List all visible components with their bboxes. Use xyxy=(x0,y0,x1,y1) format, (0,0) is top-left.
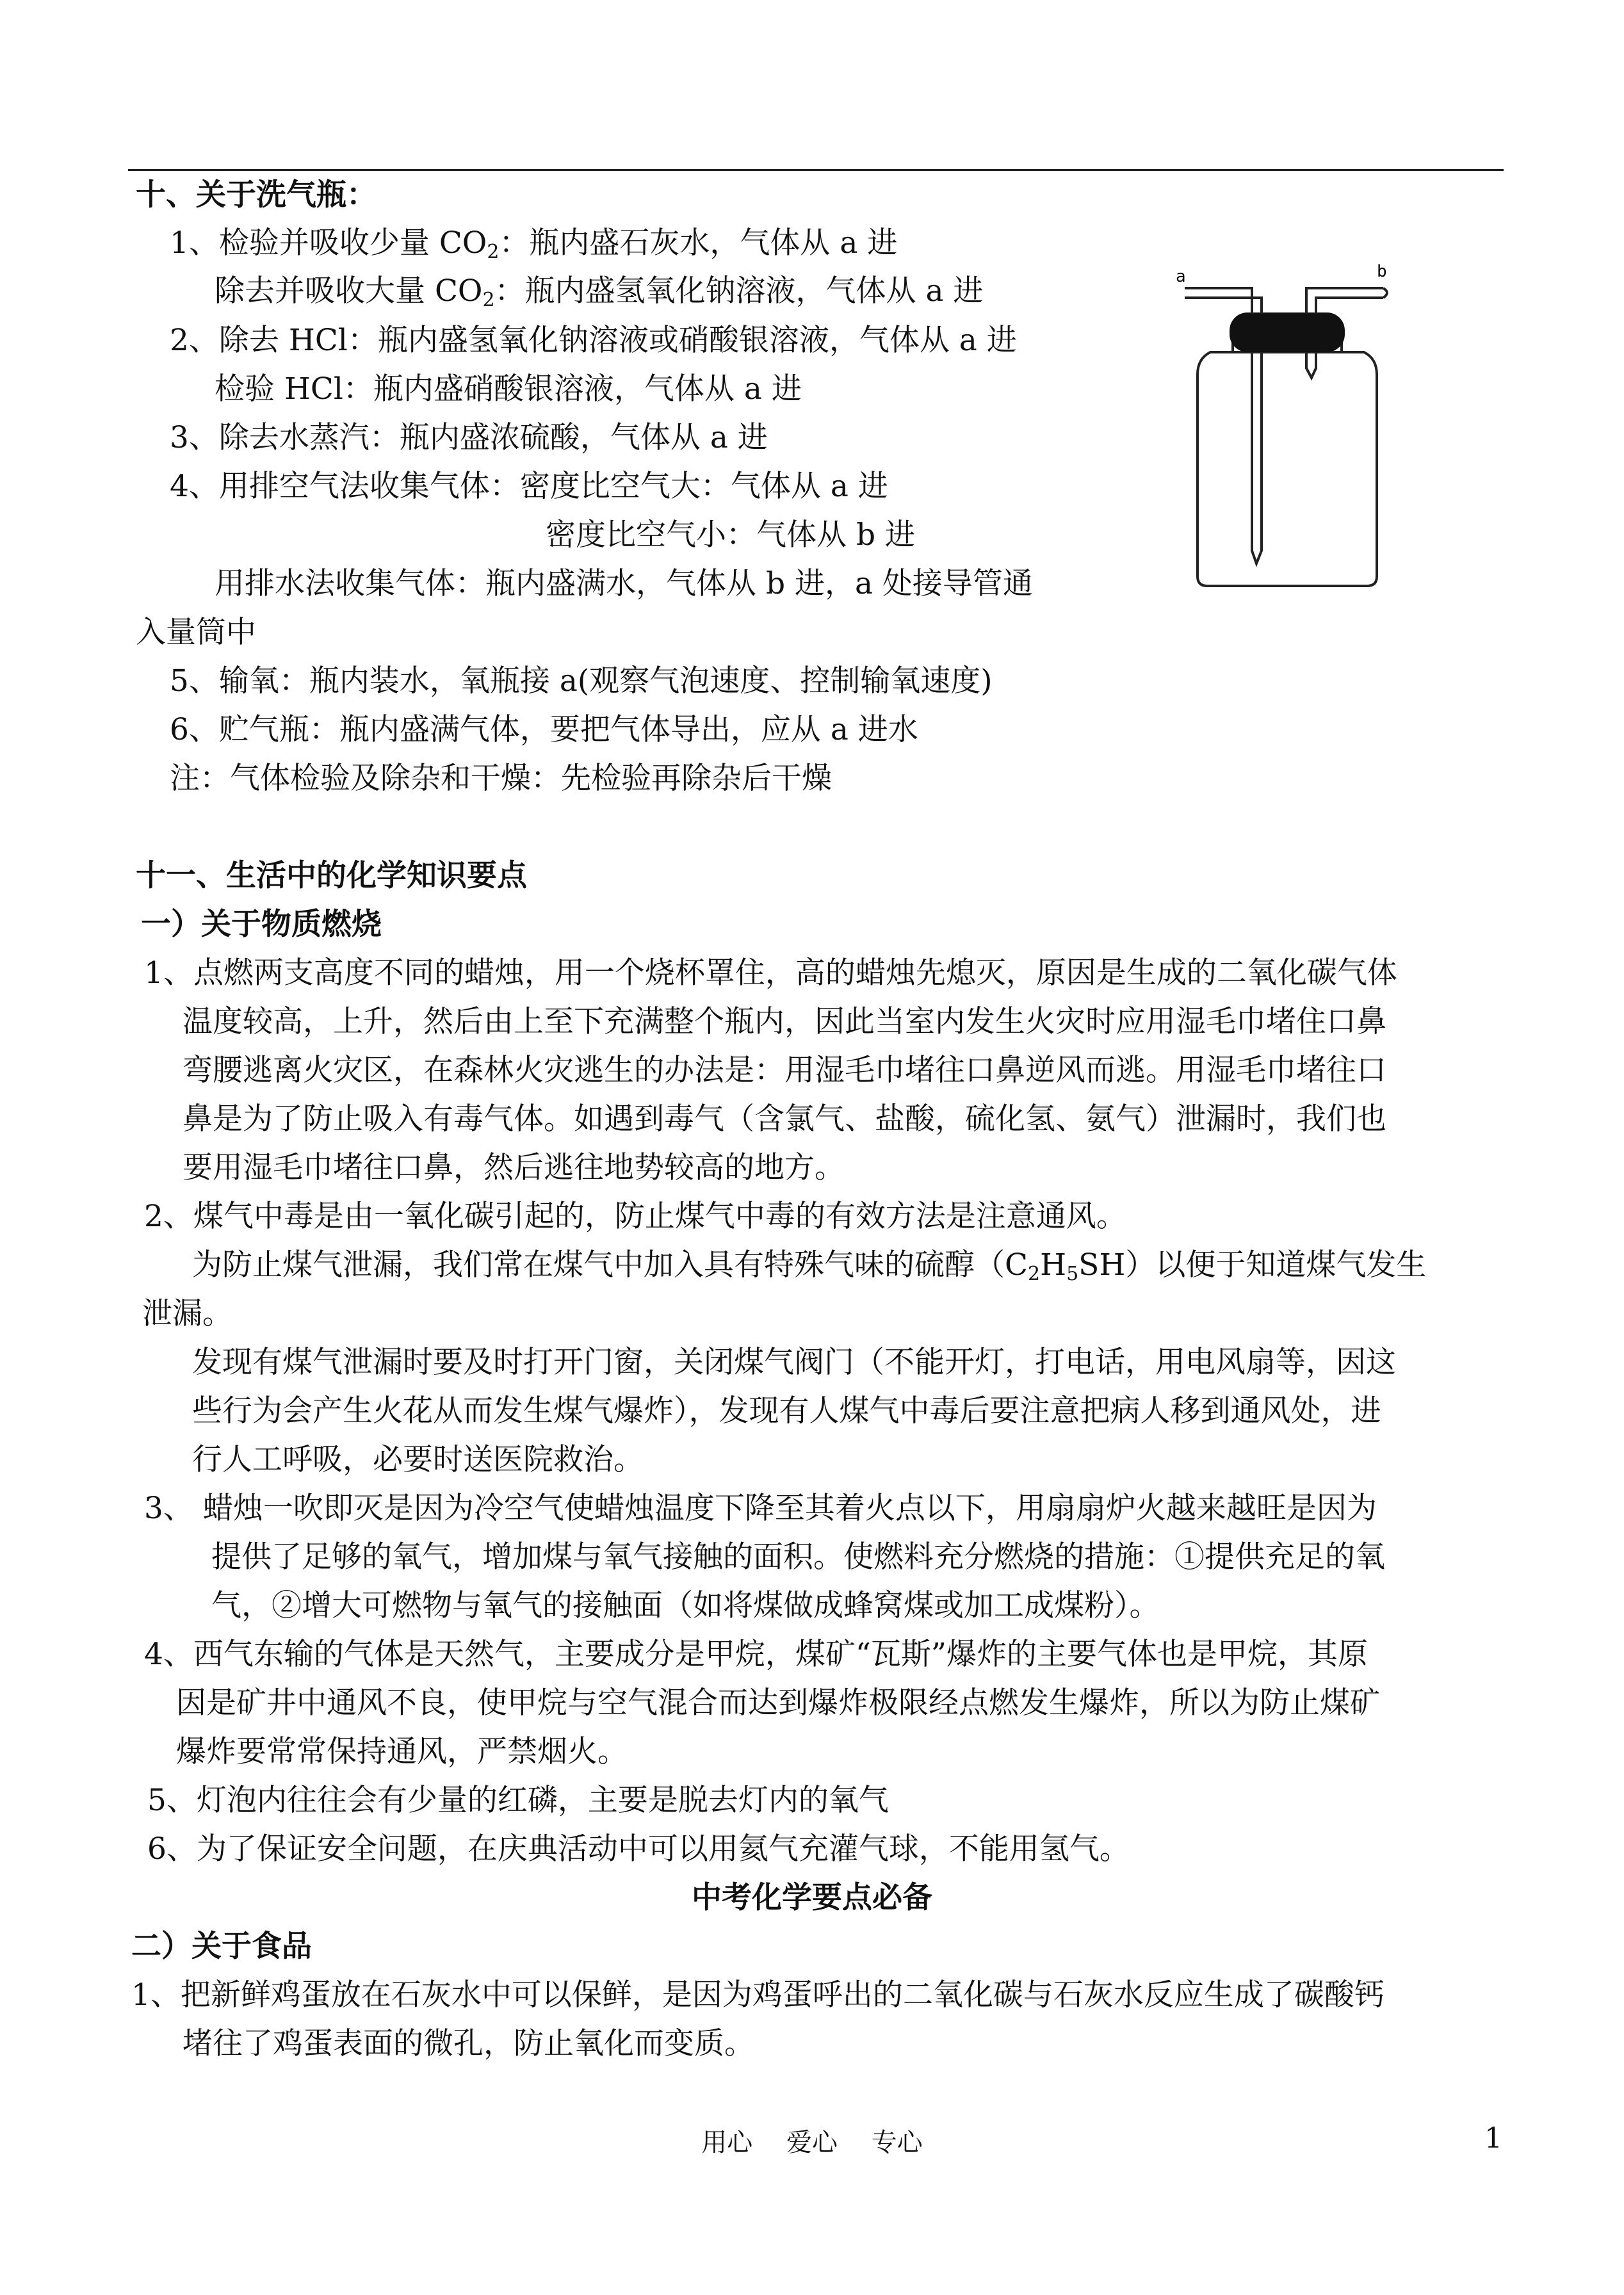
p3-line: 提供了足够的氧气，增加煤与氧气接触的面积。使燃料充分燃烧的措施：①提供充足的氧 xyxy=(211,1539,1385,1575)
item-4d: 入量筒中 xyxy=(136,615,256,650)
p4-line: 爆炸要常常保持通风，严禁烟火。 xyxy=(176,1734,628,1769)
p1-line: 1、点燃两支高度不同的蜡烛，用一个烧杯罩住，高的蜡烛先熄灭，原因是生成的二氧化碳气体 xyxy=(144,955,1397,991)
item-3: 3、除去水蒸汽：瓶内盛浓硫酸，气体从 a 进 xyxy=(170,420,768,455)
f1-line: 1、把新鲜鸡蛋放在石灰水中可以保鲜，是因为鸡蛋呼出的二氧化碳与石灰水反应生成了碳酸钙 xyxy=(131,1977,1384,2013)
item-4a: 4、用排空气法收集气体：密度比空气大：气体从 a 进 xyxy=(170,469,888,504)
p1-line: 温度较高，上升，然后由上至下充满整个瓶内，因此当室内发生火灾时应用湿毛巾堵住口鼻 xyxy=(183,1004,1386,1039)
p6-line: 6、为了保证安全问题，在庆典活动中可以用氦气充灌气球，不能用氢气。 xyxy=(147,1831,1130,1867)
p1-line: 要用湿毛巾堵往口鼻，然后逃往地势较高的地方。 xyxy=(183,1150,845,1185)
p2-line: 发现有煤气泄漏时要及时打开门窗，关闭煤气阀门（不能开灯，打电话，用电风扇等，因这 xyxy=(192,1345,1396,1380)
section-11-title: 十一、生活中的化学知识要点 xyxy=(136,858,527,893)
section-10-title: 十、关于洗气瓶： xyxy=(136,177,377,213)
label-b: b xyxy=(1377,263,1387,281)
item-5: 5、输氧：瓶内装水，氧瓶接 a(观察气泡速度、控制输氧速度) xyxy=(170,663,993,699)
gas-washing-bottle-diagram xyxy=(1172,263,1402,596)
p2-line: 2、煤气中毒是由一氧化碳引起的，防止煤气中毒的有效方法是注意通风。 xyxy=(144,1199,1126,1234)
p3-line: 气，②增大可燃物与氧气的接触面（如将煤做成蜂窝煤或加工成煤粉）。 xyxy=(211,1588,1160,1623)
p2-line: 泄漏。 xyxy=(142,1296,232,1331)
subsection-food: 二）关于食品 xyxy=(131,1929,312,1964)
item-4b: 密度比空气小：气体从 b 进 xyxy=(546,517,915,553)
center-title: 中考化学要点必备 xyxy=(692,1880,932,1915)
footer-motto: 用心 爱心 专心 xyxy=(701,2128,923,2157)
item-1b: 除去并吸收大量 $CO_2$：瓶内盛氢氧化钠溶液，气体从 a 进 xyxy=(215,273,984,311)
p2-formula-line: 为防止煤气泄漏，我们常在煤气中加入具有特殊气味的硫醇$(C_2H_5SH)$以便于知道煤气发生 xyxy=(192,1247,1427,1285)
header-rule xyxy=(128,169,1504,171)
p5-line: 5、灯泡内往往会有少量的红磷，主要是脱去灯内的氧气 xyxy=(147,1783,889,1818)
item-2b: 检验 HCl：瓶内盛硝酸银溶液，气体从 a 进 xyxy=(215,371,802,407)
f1-line: 堵往了鸡蛋表面的微孔，防止氧化而变质。 xyxy=(183,2026,754,2061)
note: 注：气体检验及除杂和干燥：先检验再除杂后干燥 xyxy=(170,761,832,796)
item-4c: 用排水法收集气体：瓶内盛满水，气体从 b 进，a 处接导管通 xyxy=(215,566,1033,601)
p4-line: 4、西气东输的气体是天然气，主要成分是甲烷，煤矿“瓦斯”爆炸的主要气体也是甲烷，其原 xyxy=(144,1637,1368,1672)
p1-line: 弯腰逃离火灾区，在森林火灾逃生的办法是：用湿毛巾堵往口鼻逆风而逃。用湿毛巾堵往口 xyxy=(183,1053,1386,1088)
label-a: a xyxy=(1176,267,1186,286)
p1-line: 鼻是为了防止吸入有毒气体。如遇到毒气（含氯气、盐酸，硫化氢、氨气）泄漏时，我们也 xyxy=(183,1101,1386,1137)
p2-line: 些行为会产生火花从而发生煤气爆炸），发现有人煤气中毒后要注意把病人移到通风处，进 xyxy=(192,1393,1381,1429)
item-1a: 1、检验并吸收少量 $CO_2$：瓶内盛石灰水，气体从 a 进 xyxy=(170,225,898,263)
page-number: 1 xyxy=(1484,2122,1502,2155)
item-6: 6、贮气瓶：瓶内盛满气体，要把气体导出，应从 a 进水 xyxy=(170,712,918,747)
p3-line: 3、 蜡烛一吹即灭是因为冷空气使蜡烛温度下降至其着火点以下，用扇扇炉火越来越旺是因为 xyxy=(144,1491,1377,1526)
item-2a: 2、除去 HCl：瓶内盛氢氧化钠溶液或硝酸银溶液，气体从 a 进 xyxy=(170,323,1017,358)
p4-line: 因是矿井中通风不良，使甲烷与空气混合而达到爆炸极限经点燃发生爆炸，所以为防止煤矿 xyxy=(176,1685,1380,1721)
subsection-combustion: 一）关于物质燃烧 xyxy=(141,907,382,942)
p2-line: 行人工呼吸，必要时送医院救治。 xyxy=(192,1442,644,1477)
